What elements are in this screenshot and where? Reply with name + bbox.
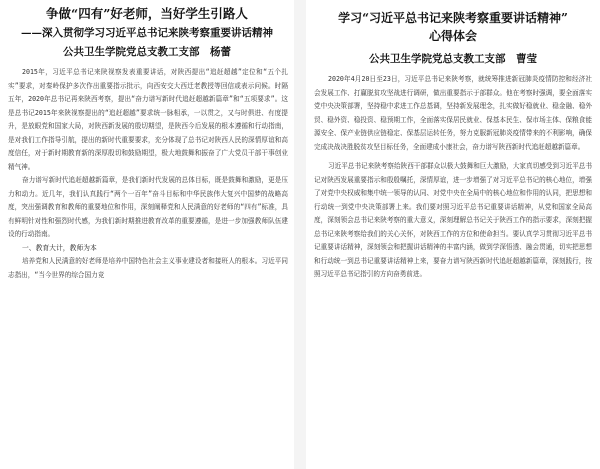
left-paragraph-3: 培养党和人民满意的好老师是培养中国特色社会主义事业建设者和接班人的根本。习近平同志指出，“当今世界的综合国力竞 bbox=[8, 257, 288, 279]
right-paragraph-1: 2020年4月20日至23日，习近平总书记来陕考察，就统筹推进新冠肺炎疫情防控和经济社会发展工作、打赢脱贫攻坚战进行调研，做出重要指示于部群众。他在考察时强调，要全面落实党中央决策部署，坚持稳中求进工作总基调，坚持新发展理念，扎实做好稳就业、稳金融、稳外贸、稳外资、稳投资、稳预期工作，全面落实保居民就业、保基本民生、保市场主体、保粮食能源安全、保产业链供应链稳定、保基层运转任务，努力克服新冠肺炎疫情带来的不利影响，确保完成决战决胜脱贫攻坚目标任务，全面建成小康社会，奋力谱写陕西新时代追赶超越新篇章。 bbox=[314, 75, 592, 151]
left-page-title: 争做“四有”好老师，当好学生引路人 bbox=[46, 6, 248, 21]
left-page-author: 公共卫生学院党总支教工支部 杨蕾 bbox=[63, 46, 231, 58]
left-paragraph-1: 2015年，习近平总书记来陕视察发表重要讲话，对陕西提出“追赶超越”定位和“五个扎实”要求，对秦岭保护多次作出重要指示批示，向西安交大西迁老教授等回信或表示问候。时隔五年，2020年总书记再来陕西考察，提出“奋力谱写新时代追赶超越新篇章”和“五项要求”。这是总书记2015年来陕视察提出的“追赶超越”要求统一脉相承，一以贯之，又与时俱进、有度提升，是放眼党和国家大局，对陕西新发展的殷切期望，是陕西今后发展的根本遵循和行动指南，是对我们工作指导引航，提出的新时代重要要求，充分体现了总书记对陕西人民的深情厚谊和高度信任，对于新时期教育新的深厚殷切和鼓励期望，极大地鼓舞和振奋了广大党员干部干事创业精气神。 bbox=[8, 68, 288, 171]
left-page-subtitle: ——深入贯彻学习习近平总书记来陕考察重要讲话精神 bbox=[21, 27, 273, 39]
left-document-page bbox=[0, 0, 294, 469]
right-page-title-line2: 心得体会 bbox=[428, 29, 477, 43]
left-section-heading: 一、教育大计，教师为本 bbox=[22, 243, 97, 252]
page-gutter bbox=[294, 0, 306, 469]
right-document-page bbox=[306, 0, 600, 469]
right-page-title-line1: 学习“习近平总书记来陕考察重要讲话精神” bbox=[338, 11, 568, 25]
right-page-author: 公共卫生学院党总支教工支部 曹莹 bbox=[369, 53, 537, 65]
left-paragraph-2: 奋力谱写新时代追赶超越新篇章，是我们新时代发展的总体目标，既是鼓舞和激励，更是压力和动力。近几年，我们认真践行“两个一百年”奋斗目标和中华民族伟大复兴中国梦的战略高度，突出强调教育和教师的重要地位和作用，深刻阐释党和人民满意的好老师的“四有”标准，具有鲜明针对性和强烈时代感，为我们新时期推进教育改革的重要遵循，是进一步加强教师队伍建设的行动指南。 bbox=[8, 176, 288, 238]
right-paragraph-2: 习近平总书记来陕考察给陕西干部群众以极大鼓舞和巨大激励，大家真切感受到习近平总书记对陕西发展重要指示和殷殷嘱托，深情厚谊，进一步增强了对习近平总书记的核心地位，增强了对党中央权威和集中统一领导的认同、对党中央在全局中的核心地位和作用的认同，把思想和行动统一到党中央决策部署上来。我们要对照习近平总书记重要讲话精神，从党和国家全局高度，深刻领会总书记来陕考察的重大意义，深刻理解总书记关于陕西工作的指示要求，深刻把握总书记来陕考察给我们的关心关怀，对陕西工作的方位和使命担当。要认真学习贯彻习近平总书记重要讲话精神，深刻领会和把握讲话精神的丰富内涵，做到学深悟透、融会贯通，切实把思想和行动统一到总书记重要讲话精神上来，要奋力谱写陕西新时代追赶超越新篇章，深刻践行，按照习近平总书记指引的方向奋勇前进。 bbox=[314, 162, 592, 278]
